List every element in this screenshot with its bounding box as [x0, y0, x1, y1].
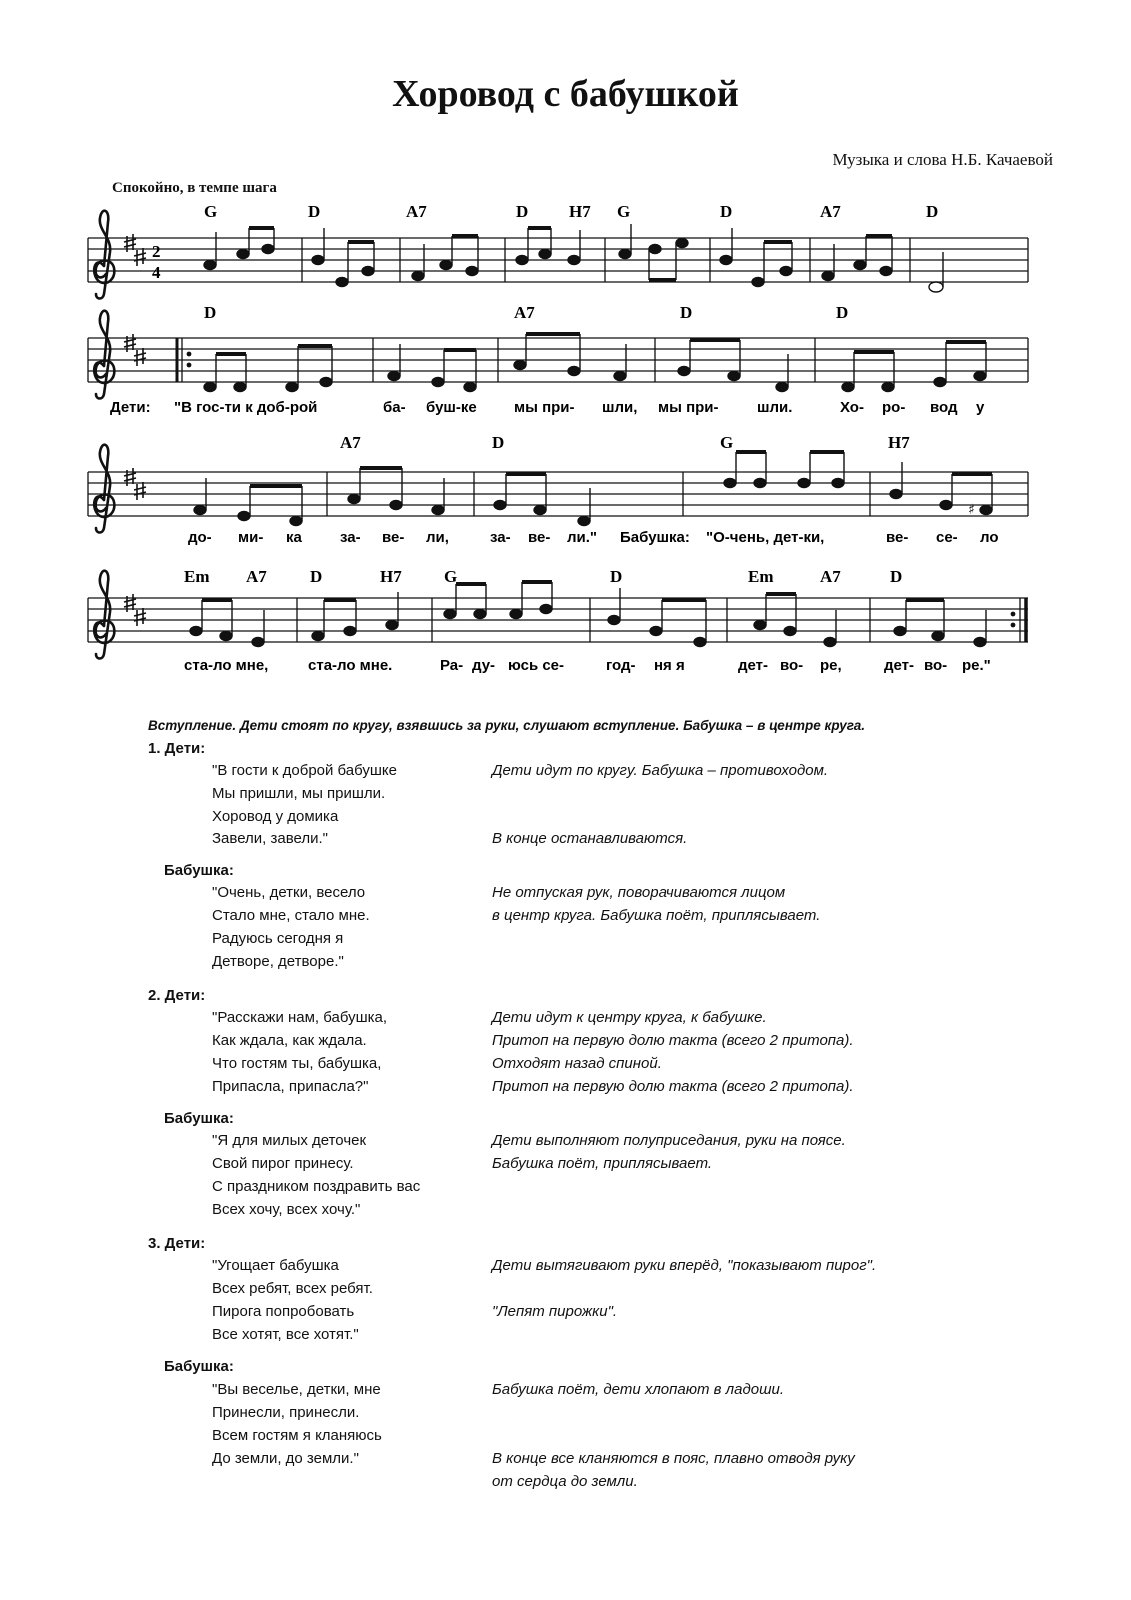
song-title: Хоровод с бабушкой — [392, 73, 739, 115]
lyric: ре, — [820, 657, 842, 674]
verse-line: Стало мне, стало мне. — [212, 907, 370, 924]
lyric: у — [976, 399, 985, 416]
notes-staff-4 — [190, 582, 986, 647]
action-line: от сердца до земли. — [492, 1473, 638, 1490]
lyric: ре." — [962, 657, 991, 674]
verse-line: Пирога попробовать — [212, 1303, 355, 1320]
chords-staff-3 — [340, 433, 910, 452]
verse-heading: 3. Дети: — [148, 1235, 206, 1252]
verse-line: До земли, до земли." — [212, 1450, 359, 1467]
chord: G — [204, 202, 218, 221]
lyric: ня я — [654, 657, 685, 674]
author-credit: Музыка и слова Н.Б. Качаевой — [832, 150, 1053, 169]
staff-2 — [88, 303, 1028, 416]
chord: H7 — [380, 567, 402, 586]
chord: Em — [748, 567, 774, 586]
notes-staff-3 — [194, 452, 992, 526]
chord: A7 — [246, 567, 267, 586]
tempo-marking: Спокойно, в темпе шага — [112, 180, 277, 196]
lyric: за- — [490, 529, 511, 546]
lyric: се- — [936, 529, 958, 546]
verse-line: Радуюсь сегодня я — [212, 930, 344, 947]
action-line: В конце все кланяются в пояс, плавно отводя руку — [492, 1450, 855, 1467]
action-line: Притоп на первую долю такта (всего 2 притопа). — [492, 1078, 854, 1095]
verse-line: "Очень, детки, весело — [212, 884, 366, 901]
chord: D — [720, 202, 733, 221]
lyric: ба- — [383, 399, 406, 416]
action-line: в центр круга. Бабушка поёт, приплясывает. — [492, 907, 821, 924]
verse-heading: Бабушка: — [164, 1110, 234, 1127]
chord: A7 — [340, 433, 361, 452]
chord: D — [836, 303, 849, 322]
verse-line: "Угощает бабушка — [212, 1257, 339, 1274]
verse-line: Всех хочу, всех хочу." — [212, 1201, 361, 1218]
chord: D — [890, 567, 903, 586]
lyric: ста-ло мне, — [184, 657, 269, 674]
lyric: дет- — [738, 657, 769, 674]
staff-3 — [88, 433, 1028, 546]
chord: G — [444, 567, 458, 586]
action-line: "Лепят пирожки". — [492, 1303, 618, 1320]
verse-line: "Расскажи нам, бабушка, — [212, 1009, 388, 1026]
action-line: Отходят назад спиной. — [492, 1055, 662, 1072]
verse-line: Всех ребят, всех ребят. — [212, 1280, 373, 1297]
action-line: Бабушка поёт, приплясывает. — [492, 1155, 713, 1172]
lyric: "О-чень, дет-ки, — [706, 529, 825, 546]
lyric: Хо- — [840, 399, 864, 416]
chord: D — [680, 303, 693, 322]
lyric: мы при- — [514, 399, 575, 416]
verse-line: Хоровод у домика — [212, 808, 339, 825]
chord: D — [926, 202, 939, 221]
lyric: ду- — [472, 657, 496, 674]
chord: A7 — [406, 202, 427, 221]
chords-staff-2 — [204, 303, 848, 322]
chord: Em — [184, 567, 210, 586]
chords-staff-1 — [204, 202, 938, 221]
lyric: вод — [930, 399, 958, 416]
verse-heading: 1. Дети: — [148, 740, 206, 757]
verse-line: Всем гостям я кланяюсь — [212, 1427, 382, 1444]
voice-label: Дети: — [110, 399, 151, 416]
chord: G — [617, 202, 631, 221]
verse-heading: Бабушка: — [164, 862, 234, 879]
verse-line: Детворе, детворе." — [212, 953, 344, 970]
chord: G — [720, 433, 734, 452]
lyric: мы при- — [658, 399, 719, 416]
time-signature-top: 2 — [152, 242, 161, 261]
verse-line: Свой пирог принесу. — [212, 1155, 354, 1172]
action-line: Бабушка поёт, дети хлопают в ладоши. — [492, 1381, 785, 1398]
verse-line: "Вы веселье, детки, мне — [212, 1381, 381, 1398]
chord: A7 — [820, 567, 841, 586]
lyric: ве- — [886, 529, 909, 546]
lyric: юсь се- — [508, 657, 565, 674]
lyric: "В гос-ти к доб-рой — [174, 399, 318, 416]
verse-line: Мы пришли, мы пришли. — [212, 785, 386, 802]
lyric: ли." — [567, 529, 598, 546]
chord: D — [610, 567, 623, 586]
action-line: Дети выполняют полуприседания, руки на поясе. — [492, 1132, 846, 1149]
chord: H7 — [888, 433, 910, 452]
lyric: ста-ло мне. — [308, 657, 393, 674]
lyric: год- — [606, 657, 636, 674]
lyric: шли. — [757, 399, 793, 416]
action-line: Дети идут к центру круга, к бабушке. — [492, 1009, 767, 1026]
lyric: Ра- — [440, 657, 464, 674]
chord: A7 — [820, 202, 841, 221]
lyrics-staff-4 — [184, 657, 991, 674]
intro-instruction: Вступление. Дети стоят по кругу, взявшись за руки, слушают вступление. Бабушка – в центре круга. — [148, 718, 866, 733]
lyrics-staff-3 — [188, 529, 999, 546]
notes-staff-2 — [204, 334, 986, 392]
lyric: до- — [188, 529, 212, 546]
verse-line: Как ждала, как ждала. — [212, 1032, 367, 1049]
lyric: ло — [980, 529, 999, 546]
verse-heading: Бабушка: — [164, 1358, 234, 1375]
lyric: ли, — [426, 529, 449, 546]
lyric: ве- — [528, 529, 551, 546]
verse-line: Припасла, припасла?" — [212, 1078, 369, 1095]
verse-line: "Я для милых деточек — [212, 1132, 367, 1149]
lyric: ка — [286, 529, 302, 546]
lyric: ми- — [238, 529, 264, 546]
action-line: Притоп на первую долю такта (всего 2 притопа). — [492, 1032, 854, 1049]
lyric: буш-ке — [426, 399, 477, 416]
chord: H7 — [569, 202, 591, 221]
verse-line: С праздником поздравить вас — [212, 1178, 421, 1195]
lyric: шли, — [602, 399, 638, 416]
chord: A7 — [514, 303, 535, 322]
lyric: ро- — [882, 399, 906, 416]
staff-4 — [88, 567, 1028, 674]
verse-line: Все хотят, все хотят." — [212, 1326, 359, 1343]
lyrics-staff-2 — [110, 399, 985, 416]
verse-line: Завели, завели." — [212, 830, 329, 847]
chord: D — [516, 202, 529, 221]
chord: D — [308, 202, 321, 221]
verse-line: Принесли, принесли. — [212, 1404, 360, 1421]
verse-line: Что гостям ты, бабушка, — [212, 1055, 382, 1072]
lyric: во- — [924, 657, 948, 674]
lyric: ве- — [382, 529, 405, 546]
lyric: дет- — [884, 657, 915, 674]
lyric: во- — [780, 657, 804, 674]
chord: D — [492, 433, 505, 452]
chord: D — [204, 303, 217, 322]
chord: D — [310, 567, 323, 586]
verse-line: "В гости к доброй бабушке — [212, 762, 398, 779]
time-signature-bottom: 4 — [152, 263, 161, 282]
action-line: В конце останавливаются. — [492, 830, 688, 847]
action-line: Не отпуская рук, поворачиваются лицом — [492, 884, 786, 901]
sheet-music — [0, 0, 1131, 700]
staff-1 — [88, 202, 1028, 299]
action-line: Дети идут по кругу. Бабушка – противоходом. — [492, 762, 829, 779]
voice-label: Бабушка: — [620, 529, 690, 546]
svg-text:♯: ♯ — [968, 502, 975, 518]
verse-heading: 2. Дети: — [148, 987, 206, 1004]
lyric: за- — [340, 529, 361, 546]
action-line: Дети вытягивают руки вперёд, "показывают пирог". — [492, 1257, 877, 1274]
